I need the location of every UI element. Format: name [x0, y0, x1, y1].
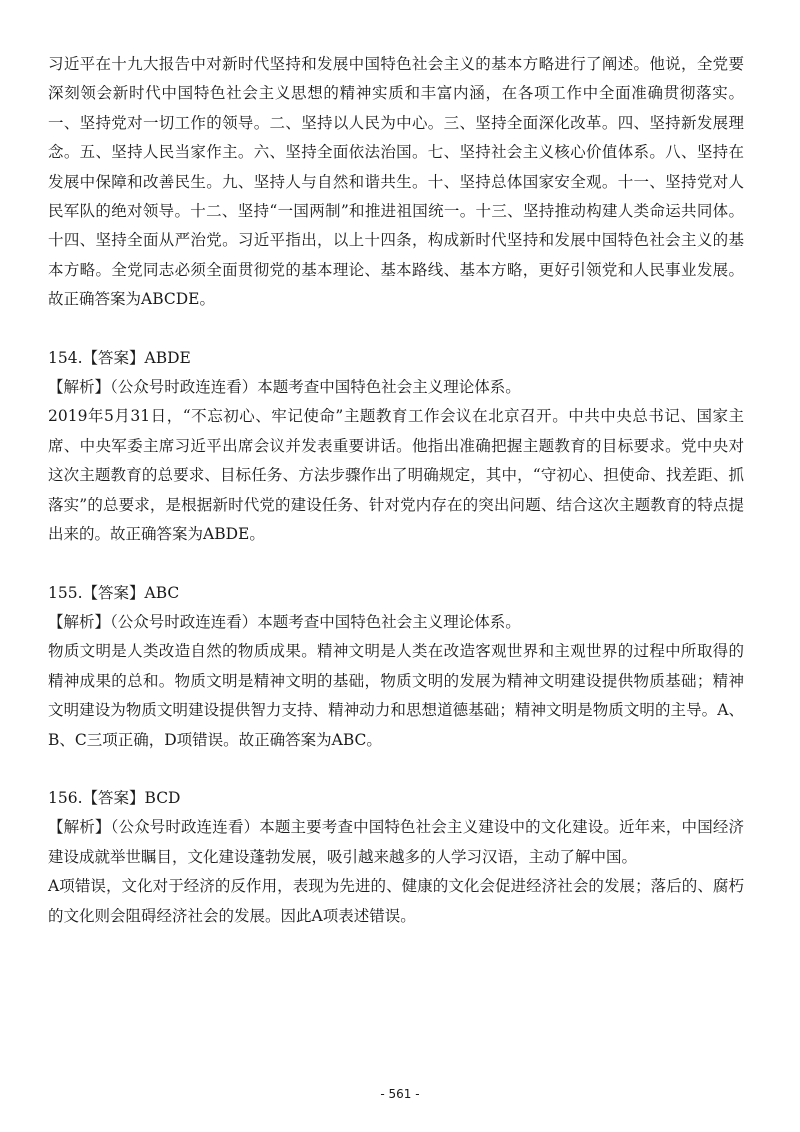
answer-heading: 154.【答案】ABDE — [48, 348, 191, 367]
question-156 — [48, 784, 744, 931]
analysis-line: 【解析】（公众号时政连连看）本题主要考查中国特色社会主义建设中的文化建设。近年来，中国经济建设成就举世瞩目，文化建设蓬勃发展，吸引越来越多的人学习汉语，主动了解中国。 — [48, 818, 744, 866]
document-page — [48, 50, 744, 931]
answer-heading: 156.【答案】BCD — [48, 788, 181, 807]
analysis-body: 2019年5月31日，“不忘初心、牢记使命”主题教育工作会议在北京召开。中共中央总书记、国家主席、中央军委主席习近平出席会议并发表重要讲话。他指出准确把握主题教育的目标要求。党中央对这次主题教育的总要求、目标任务、方法步骤作出了明确规定，其中，“守初心、担使命、找差距、抓落实”的总要求，是根据新时代党的建设任务、针对党内存在的突出问题、结合这次主题教育的特点提出来的。故正确答案为ABDE。 — [48, 407, 744, 544]
analysis-line: 【解析】（公众号时政连连看）本题考查中国特色社会主义理论体系。 — [48, 378, 521, 397]
analysis-body: A项错误，文化对于经济的反作用，表现为先进的、健康的文化会促进经济社会的发展；落后的、腐朽的文化则会阻碍经济社会的发展。因此A项表述错误。 — [48, 877, 744, 925]
analysis-line: 【解析】（公众号时政连连看）本题考查中国特色社会主义理论体系。 — [48, 612, 521, 631]
question-154 — [48, 344, 744, 550]
intro-paragraph: 习近平在十九大报告中对新时代坚持和发展中国特色社会主义的基本方略进行了阐述。他说，全党要深刻领会新时代中国特色社会主义思想的精神实质和丰富内涵，在各项工作中全面准确贯彻落实。一、坚持党对一切工作的领导。二、坚持以人民为中心。三、坚持全面深化改革。四、坚持新发展理念。五、坚持人民当家作主。六、坚持全面依法治国。七、坚持社会主义核心价值体系。八、坚持在发展中保障和改善民生。九、坚持人与自然和谐共生。十、坚持总体国家安全观。十一、坚持党对人民军队的绝对领导。十二、坚持“一国两制”和推进祖国统一。十三、坚持推动构建人类命运共同体。十四、坚持全面从严治党。习近平指出，以上十四条，构成新时代坚持和发展中国特色社会主义的基本方略。全党同志必须全面贯彻党的基本理论、基本路线、基本方略，更好引领党和人民事业发展。故正确答案为ABCDE。 — [48, 55, 744, 309]
analysis-body: 物质文明是人类改造自然的物质成果。精神文明是人类在改造客观世界和主观世界的过程中所取得的精神成果的总和。物质文明是精神文明的基础，物质文明的发展为精神文明建设提供物质基础；精神文明建设为物质文明建设提供智力支持、精神动力和思想道德基础；精神文明是物质文明的主导。A、B、C三项正确，D项错误。故正确答案为ABC。 — [48, 642, 744, 749]
question-155 — [48, 579, 744, 755]
answer-heading: 155.【答案】ABC — [48, 583, 180, 602]
page-number: - 561 - — [380, 1087, 420, 1101]
